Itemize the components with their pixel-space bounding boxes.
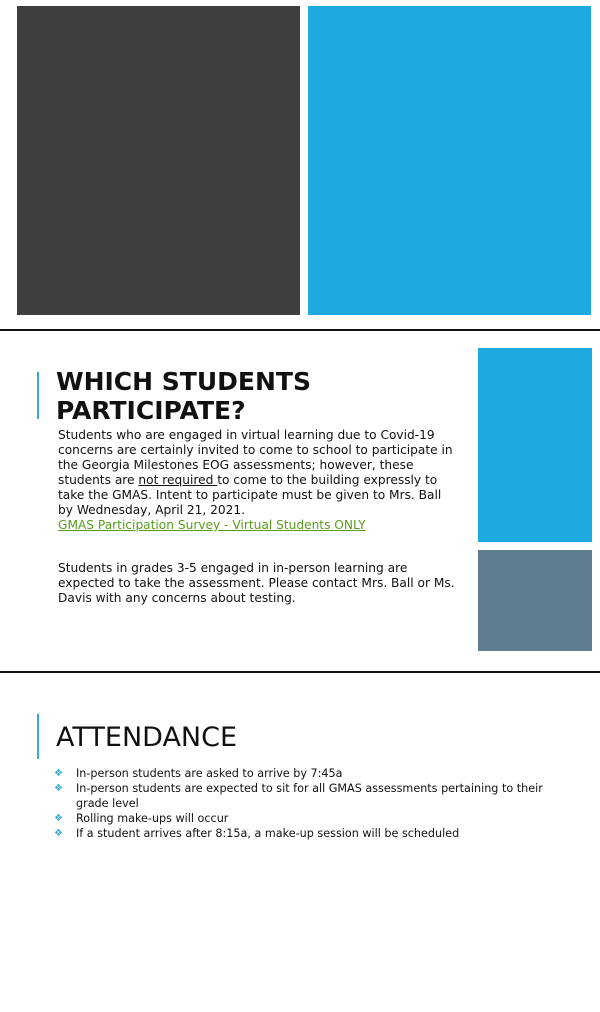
title-line-1: WHICH STUDENTS (56, 367, 311, 396)
list-item-text: In-person students are asked to arrive by 7:45a (76, 767, 343, 780)
diamond-cluster-icon: ❖ (54, 813, 63, 824)
list-item (54, 826, 554, 841)
slide-which-students (0, 331, 600, 671)
list-item (54, 781, 554, 811)
title-accent-bar (37, 372, 39, 419)
list-item-text: Rolling make-ups will occur (76, 812, 229, 825)
para1-text-a: Students who are engaged in virtual learning due to Covid-19 concerns are certainly invited to come to school to participate in the Georgia Milestones EOG assessments; however, these students are (58, 428, 453, 487)
diamond-cluster-icon: ❖ (54, 828, 63, 839)
list-item (54, 811, 554, 826)
slide-student-participation (0, 0, 600, 328)
attendance-bullet-list (54, 766, 554, 841)
list-item (54, 766, 554, 781)
para1-text-b: to come to the building expressly to take the GMAS. Intent to participate must be given to Mrs. Ball by Wednesday, April 21, 2021. (58, 473, 442, 517)
slate-decor-block (478, 550, 592, 651)
slide-title: ATTENDANCE (56, 722, 238, 753)
title-accent-bar (37, 714, 39, 759)
diamond-cluster-icon: ❖ (54, 783, 63, 794)
gmas-survey-link[interactable]: GMAS Participation Survey - Virtual Students ONLY (58, 518, 366, 532)
diamond-cluster-icon: ❖ (54, 768, 63, 779)
slide-attendance (0, 673, 600, 1012)
survey-link-line (58, 518, 458, 533)
not-required-emphasis: not required (138, 473, 218, 487)
blue-decor-block (478, 348, 592, 542)
list-item-text: In-person students are expected to sit for all GMAS assessments pertaining to their grade level (76, 782, 543, 810)
in-person-paragraph: Students in grades 3-5 engaged in in-person learning are expected to take the assessment. Please contact Mrs. Ball or Ms. Davis with any concerns about testing. (58, 561, 455, 605)
title-line-2: PARTICIPATE? (56, 396, 246, 425)
blue-decor-panel (308, 6, 591, 315)
list-item-text: If a student arrives after 8:15a, a make-up session will be scheduled (76, 827, 460, 840)
virtual-students-paragraph (58, 428, 458, 518)
dark-title-panel (17, 6, 300, 315)
slide-body (58, 428, 458, 606)
slide-title (56, 367, 456, 425)
